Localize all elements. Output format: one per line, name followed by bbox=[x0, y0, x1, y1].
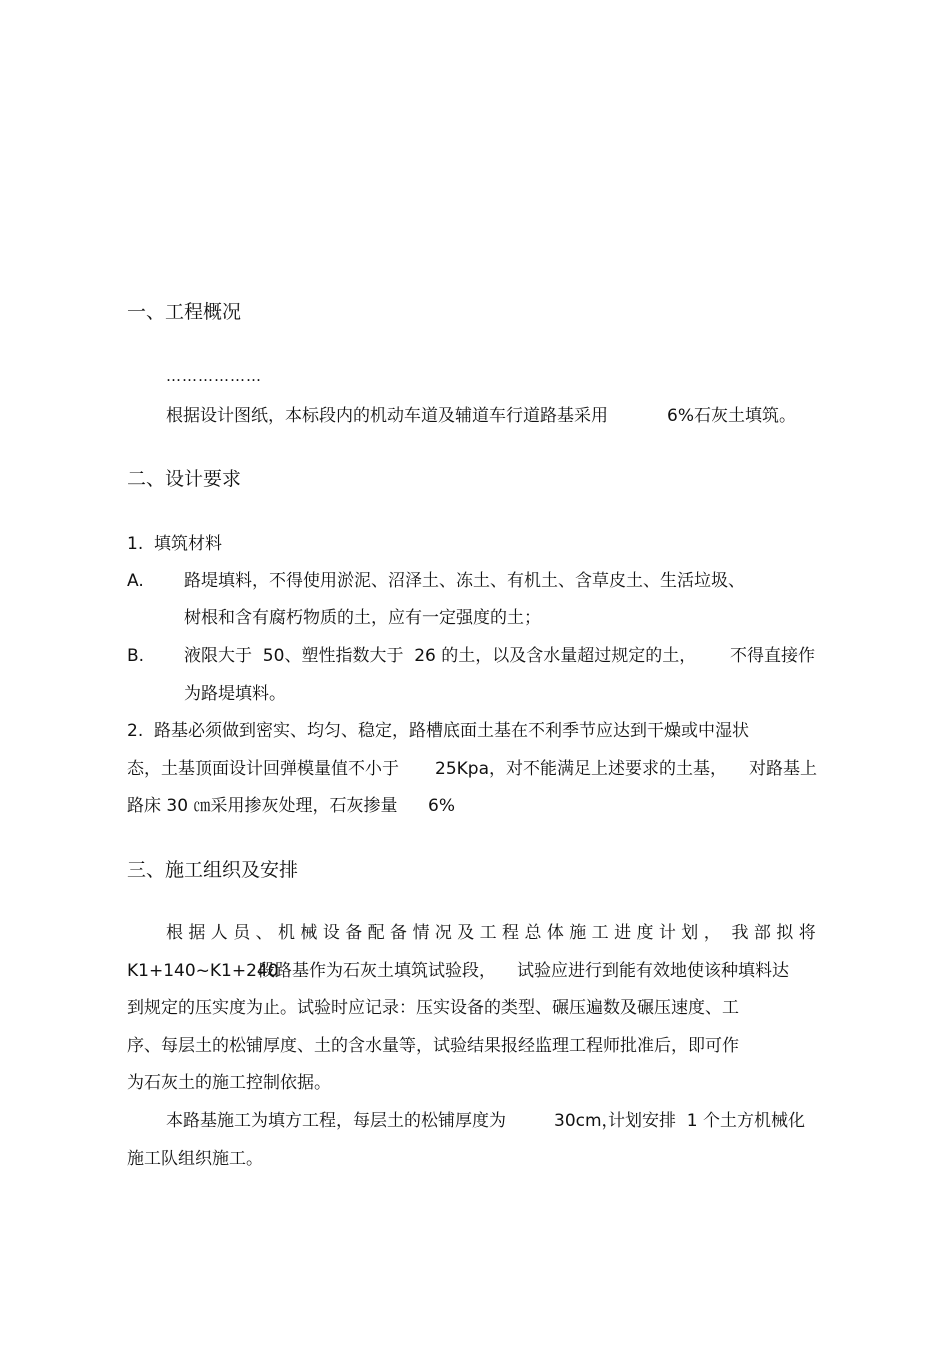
item-a-label: A. bbox=[127, 571, 144, 591]
section-3-para1-line-3: 到规定的压实度为止。试验时应记录：压实设备的类型、碾压遍数及碾压速度、工 bbox=[127, 998, 739, 1018]
section-1-heading: 一、工程概况 bbox=[127, 301, 242, 323]
item-2-line-2a: 态，土基顶面设计回弹模量值不小于 bbox=[127, 759, 399, 779]
section-3-para1-line-2b: 段路基作为石灰土填筑试验段， bbox=[258, 961, 496, 981]
section-1-body-part2: 6%石灰土填筑。 bbox=[667, 406, 796, 426]
item-2-line-3b: 6% bbox=[428, 796, 455, 816]
item-b-line-1-tail: 不得直接作 bbox=[730, 646, 815, 666]
section-3-para2-line-1c: 计划安排 1 个土方机械化 bbox=[608, 1111, 806, 1131]
section-3-para1-line-4: 序、每层土的松铺厚度、土的含水量等，试验结果报经监理工程师批准后，即可作 bbox=[127, 1036, 739, 1056]
section-1-ellipsis: ……………… bbox=[166, 367, 262, 385]
section-3-para2-line-1b: 30cm， bbox=[554, 1111, 619, 1131]
section-3-para1-line-1: 根 据 人 员 、 机 械 设 备 配 备 情 况 及 工 程 总 体 施 工 进 度 计 划 ， 我 部 拟 将 bbox=[166, 923, 816, 943]
section-3-para2-line-2: 施工队组织施工。 bbox=[127, 1149, 263, 1169]
item-b-line-1: 液限大于 50、塑性指数大于 26 的土，以及含水量超过规定的土， bbox=[184, 646, 697, 666]
section-3-para1-line-5: 为石灰土的施工控制依据。 bbox=[127, 1073, 331, 1093]
item-b-line-2: 为路堤填料。 bbox=[184, 684, 286, 704]
item-a-line-2: 树根和含有腐朽物质的土，应有一定强度的土； bbox=[184, 608, 541, 628]
item-b-label: B. bbox=[127, 646, 145, 666]
item-2-line-1: 2. 路基必须做到密实、均匀、稳定，路槽底面土基在不利季节应达到干燥或中湿状 bbox=[127, 721, 750, 741]
item-2-line-3a: 路床 30 ㎝采用掺灰处理，石灰掺量 bbox=[127, 796, 398, 816]
item-1-title: 1. 填筑材料 bbox=[127, 534, 223, 554]
section-1-body-part1: 根据设计图纸，本标段内的机动车道及辅道车行道路基采用 bbox=[166, 406, 608, 426]
item-2-line-2b: 25Kpa，对不能满足上述要求的土基， bbox=[435, 759, 727, 779]
section-3-heading: 三、施工组织及安排 bbox=[127, 859, 299, 881]
item-a-line-1: 路堤填料，不得使用淤泥、沼泽土、冻土、有机土、含草皮土、生活垃圾、 bbox=[184, 571, 745, 591]
section-2-heading: 二、设计要求 bbox=[127, 468, 242, 490]
section-3-para1-line-2c: 试验应进行到能有效地使该种填料达 bbox=[517, 961, 789, 981]
section-3-para2-line-1a: 本路基施工为填方工程，每层土的松铺厚度为 bbox=[166, 1111, 506, 1131]
section-3-para1-line-2a: K1+140~K1+240 bbox=[127, 961, 279, 981]
item-2-line-2c: 对路基上 bbox=[749, 759, 817, 779]
